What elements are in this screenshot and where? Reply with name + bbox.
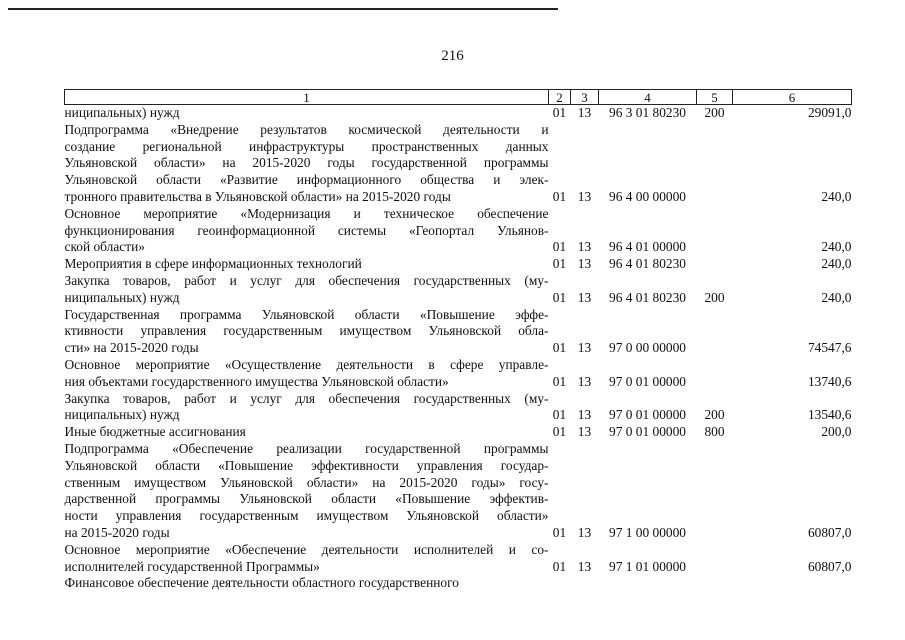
row-name-line: Основное мероприятие «Осуществление деятельности в сфере управле- — [64, 356, 549, 372]
section-code: 01 — [552, 105, 567, 120]
section-code: 01 — [552, 256, 567, 272]
page-number: 216 — [441, 48, 464, 64]
subsection-code: 13 — [577, 105, 592, 120]
table-row — [65, 424, 852, 441]
expense-type-code: 200 — [704, 407, 725, 423]
row-name — [65, 441, 549, 542]
row-name-line: ниципальных) нужд — [64, 407, 180, 423]
amount: 74547,6 — [807, 340, 852, 356]
table-row — [65, 122, 852, 206]
row-name-line: Закупка товаров, работ и услуг для обеспечения государственных (му- — [64, 390, 549, 406]
row-name-line: Подпрограмма «Внедрение результатов космической деятельности и — [64, 121, 549, 137]
section-code: 01 — [552, 524, 567, 540]
target-article-code: 97 0 01 00000 — [609, 407, 686, 423]
row-name — [65, 206, 549, 256]
row-name-line: ниципальных) нужд — [64, 105, 180, 120]
table-row — [65, 441, 852, 542]
row-name-line: создание региональной инфраструктуры пространственных данных — [64, 138, 549, 154]
table-row — [65, 273, 852, 307]
table-row — [65, 542, 852, 576]
row-name — [65, 424, 549, 441]
table-row — [65, 105, 852, 122]
column-header: 6 — [733, 90, 852, 105]
row-name-line: Государственная программа Ульяновской области «Повышение эффе- — [64, 306, 549, 322]
target-article-code: 96 4 01 80230 — [609, 289, 686, 305]
expense-type-code — [697, 357, 733, 391]
target-article-code: 96 3 01 80230 — [609, 105, 686, 120]
section-code: 01 — [552, 424, 567, 440]
target-article-code: 97 1 00 00000 — [609, 524, 686, 540]
row-name-line: ктивности управления государственным имуществом Ульяновской обла- — [64, 323, 549, 339]
expense-type-code: 200 — [704, 105, 725, 120]
subsection-code: 13 — [577, 188, 592, 204]
subsection-code: 13 — [577, 407, 592, 423]
table-header-row — [65, 90, 852, 105]
expense-type-code — [697, 256, 733, 273]
row-name-line: сти» на 2015-2020 годы — [64, 340, 199, 356]
expense-type-code: 800 — [704, 424, 725, 440]
column-header: 4 — [599, 90, 697, 105]
subsection-code: 13 — [577, 256, 592, 272]
table-row — [65, 307, 852, 357]
subsection-code: 13 — [577, 373, 592, 389]
table-row — [65, 206, 852, 256]
target-article-code: 96 4 01 00000 — [609, 239, 686, 255]
amount: 240,0 — [821, 188, 852, 204]
section-code: 01 — [552, 289, 567, 305]
row-name-line: Основное мероприятие «Обеспечение деятельности исполнителей и со- — [64, 541, 549, 557]
row-name-line: Закупка товаров, работ и услуг для обеспечения государственных (му- — [64, 272, 549, 288]
table-row — [65, 575, 852, 592]
amount: 60807,0 — [807, 558, 852, 574]
column-header: 5 — [697, 90, 733, 105]
row-name-line: ния объектами государственного имущества Ульяновской области» — [64, 373, 449, 389]
expense-type-code — [697, 206, 733, 256]
expense-type-code: 200 — [704, 289, 725, 305]
top-rule — [8, 8, 558, 10]
section-code — [549, 575, 571, 592]
row-name-line: исполнителей государственной Программы» — [64, 558, 320, 574]
amount: 240,0 — [821, 239, 852, 255]
amount — [733, 575, 852, 592]
table-row — [65, 256, 852, 273]
section-code: 01 — [552, 407, 567, 423]
row-name-line: Ульяновской области «Повышение эффективности управления государ- — [64, 457, 549, 473]
row-name — [65, 357, 549, 391]
target-article-code: 97 1 01 00000 — [609, 558, 686, 574]
row-name — [65, 256, 549, 273]
table-row — [65, 357, 852, 391]
row-name-line: на 2015-2020 годы — [64, 524, 170, 540]
column-header: 3 — [571, 90, 599, 105]
target-article-code: 96 4 01 80230 — [609, 256, 686, 272]
table-row — [65, 391, 852, 425]
subsection-code — [571, 575, 599, 592]
expense-type-code — [697, 122, 733, 206]
section-code: 01 — [552, 558, 567, 574]
target-article-code: 96 4 00 00000 — [609, 188, 686, 204]
expense-type-code — [697, 542, 733, 576]
row-name — [65, 105, 549, 122]
target-article-code: 97 0 01 00000 — [609, 373, 686, 389]
target-article-code — [599, 575, 697, 592]
amount: 200,0 — [821, 424, 852, 440]
row-name-line: Иные бюджетные ассигнования — [64, 424, 246, 440]
column-header: 2 — [549, 90, 571, 105]
row-name — [65, 122, 549, 206]
subsection-code: 13 — [577, 289, 592, 305]
row-name-line: ности управления государственным имуществом Ульяновской области» — [64, 508, 549, 524]
row-name — [65, 542, 549, 576]
section-code: 01 — [552, 188, 567, 204]
amount: 13740,6 — [807, 373, 852, 389]
amount: 240,0 — [821, 256, 852, 272]
column-header: 1 — [65, 90, 549, 105]
amount: 29091,0 — [807, 105, 852, 120]
subsection-code: 13 — [577, 424, 592, 440]
row-name — [65, 391, 549, 425]
row-name-line: тронного правительства в Ульяновской области» на 2015-2020 годы — [64, 188, 451, 204]
row-name-line: ской области» — [64, 239, 145, 255]
row-name — [65, 575, 549, 592]
subsection-code: 13 — [577, 524, 592, 540]
row-name-line: Мероприятия в сфере информационных технологий — [64, 256, 362, 272]
amount: 13540,6 — [807, 407, 852, 423]
target-article-code: 97 0 01 00000 — [609, 424, 686, 440]
row-name-line: Финансовое обеспечение деятельности областного государственного — [64, 575, 459, 591]
table-body — [65, 105, 852, 593]
section-code: 01 — [552, 373, 567, 389]
subsection-code: 13 — [577, 558, 592, 574]
section-code: 01 — [552, 340, 567, 356]
subsection-code: 13 — [577, 340, 592, 356]
subsection-code: 13 — [577, 239, 592, 255]
row-name-line: функционирования геоинформационной системы «Геопортал Ульянов- — [64, 222, 549, 238]
row-name-line: дарственной программы Ульяновской области «Повышение эффектив- — [64, 491, 549, 507]
expense-type-code — [697, 307, 733, 357]
row-name — [65, 273, 549, 307]
expense-type-code — [697, 441, 733, 542]
row-name-line: Подпрограмма «Обеспечение реализации государственной программы — [64, 440, 549, 456]
row-name-line: ственным имуществом Ульяновской области» на 2015-2020 годы» госу- — [64, 474, 549, 490]
section-code: 01 — [552, 239, 567, 255]
row-name-line: Ульяновской области» на 2015-2020 годы государственной программы — [64, 155, 549, 171]
row-name-line: ниципальных) нужд — [64, 289, 180, 305]
expense-type-code — [697, 575, 733, 592]
amount: 240,0 — [821, 289, 852, 305]
row-name-line: Основное мероприятие «Модернизация и техническое обеспечение — [64, 205, 549, 221]
budget-table — [64, 89, 852, 592]
target-article-code: 97 0 00 00000 — [609, 340, 686, 356]
row-name — [65, 307, 549, 357]
amount: 60807,0 — [807, 524, 852, 540]
row-name-line: Ульяновской области «Развитие информационного общества и элек- — [64, 172, 549, 188]
